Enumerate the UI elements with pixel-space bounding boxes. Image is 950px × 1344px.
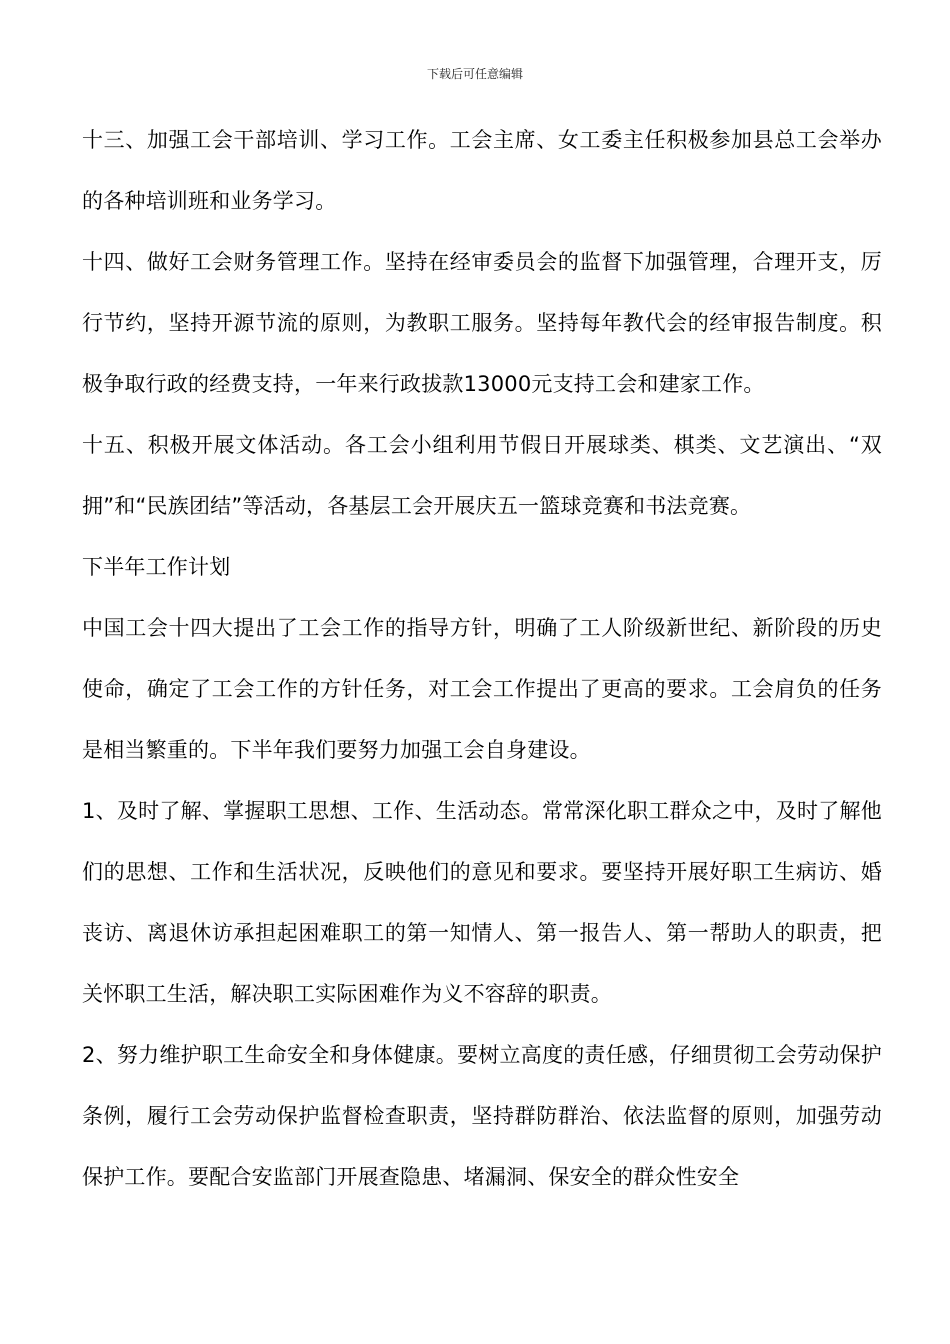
paragraph-14-finance-management: 十四、做好工会财务管理工作。坚持在经审委员会的监督下加强管理，合理开支，厉行节约，坚持开源节流的原则，为教职工服务。坚持每年教代会的经审报告制度。积极争取行政的经费支持，一年来行政拔款13000元支持工会和建家工作。 [82, 250, 882, 396]
paragraph-plan-item-1: 1、及时了解、掌握职工思想、工作、生活动态。常常深化职工群众之中，及时了解他们的思想、工作和生活状况，反映他们的意见和要求。要坚持开展好职工生病访、婚丧访、离退休访承担起困难职工的第一知情人、第一报告人、第一帮助人的职责，把关怀职工生活，解决职工实际困难作为义不容辞的职责。 [82, 799, 882, 1006]
section-heading-second-half-plan: 下半年工作计划 [82, 555, 231, 579]
document-body [82, 110, 882, 1208]
paragraph-13-cadre-training: 十三、加强工会干部培训、学习工作。工会主席、女工委主任积极参加县总工会举办的各种培训班和业务学习。 [82, 128, 882, 213]
paragraph-plan-item-2: 2、努力维护职工生命安全和身体健康。要树立高度的责任感，仔细贯彻工会劳动保护条例，履行工会劳动保护监督检查职责，坚持群防群治、依法监督的原则，加强劳动保护工作。要配合安监部门开展查隐患、堵漏洞、保安全的群众性安全 [82, 1043, 882, 1189]
paragraph-15-cultural-activities: 十五、积极开展文体活动。各工会小组利用节假日开展球类、棋类、文艺演出、“双拥”和“民族团结”等活动，各基层工会开展庆五一篮球竞赛和书法竞赛。 [82, 433, 882, 518]
paragraph-plan-intro: 中国工会十四大提出了工会工作的指导方针，明确了工人阶级新世纪、新阶段的历史使命，确定了工会工作的方针任务，对工会工作提出了更高的要求。工会肩负的任务是相当繁重的。下半年我们要努力加强工会自身建设。 [82, 616, 882, 762]
header-note: 下载后可任意编辑 [426, 67, 523, 81]
